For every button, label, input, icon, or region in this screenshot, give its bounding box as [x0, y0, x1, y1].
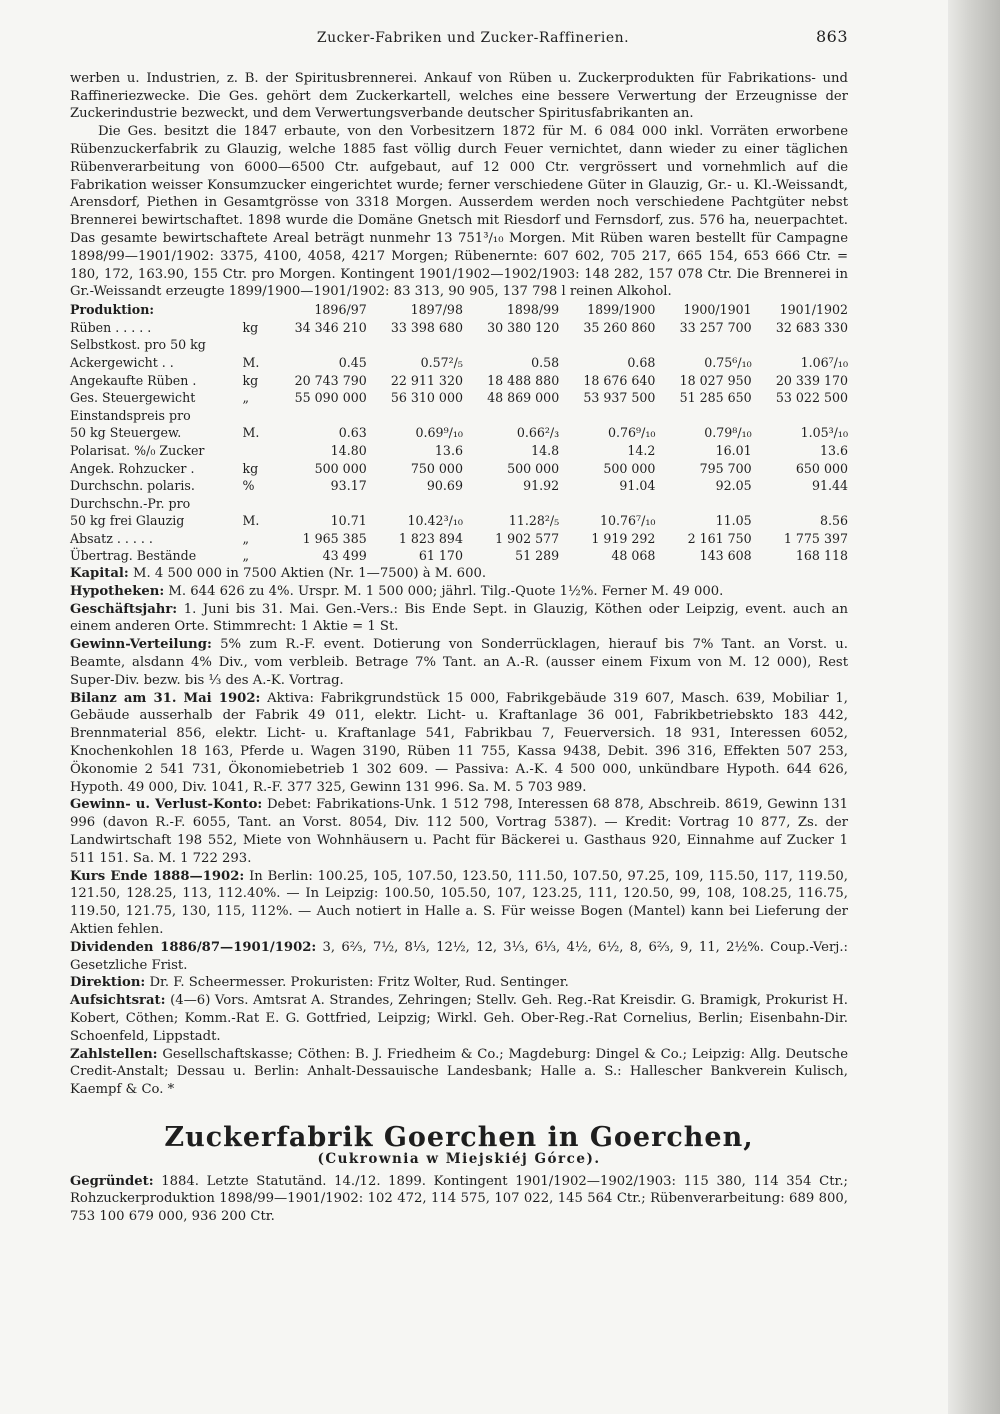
production-row [70, 512, 848, 530]
row-value: 43 499 [322, 548, 367, 564]
row-value [463, 495, 559, 513]
row-value: 1 902 577 [495, 530, 560, 546]
row-unit: kg [242, 460, 259, 476]
row-value: 650 000 [795, 460, 848, 476]
founded-key: Gegründet: [70, 1173, 154, 1189]
row-label: Angekaufte Rüben . [70, 372, 197, 388]
row-value: 55 090 000 [294, 390, 367, 406]
row-unit [242, 495, 270, 513]
row-value: 20 743 790 [294, 372, 367, 388]
production-row [70, 530, 848, 548]
running-title: Zucker-Fabriken und Zucker-Raffinerien. [316, 30, 630, 46]
intro-paragraph-1: werben u. Industrien, z. B. der Spiritusbrennerei. Ankauf von Rüben u. Zuckerprodukten für Fabrikations- und Raffineriezwecke. Die Ges. gehört dem Zuckerkartell, welches eine bessere Verwertung der Erzeugnisse der Zuckerindustrie bezweckt, und dem Verwertungsverbande deutscher Spiritusfabrikanten an. [70, 70, 848, 122]
row-value: 22 911 320 [390, 372, 463, 388]
entry-key: Aufsichtsrat: [70, 993, 166, 1009]
next-company-subtitle: (Cukrownia w Miejskiéj Górce). [317, 1150, 601, 1167]
row-value [271, 495, 367, 513]
row-value [463, 336, 559, 354]
year-header: 1898/99 [506, 302, 560, 318]
row-unit [242, 336, 270, 354]
production-row [70, 547, 848, 565]
entry-key: Dividenden 1886/87—1901/1902: [70, 939, 317, 955]
production-row [70, 460, 848, 478]
founded-text: 1884. Letzte Statutänd. 14./12. 1899. Kontingent 1901/1902—1902/1903: 115 380, 114 354 Ctr.; Rohzuckerproduktion 1898/99—1901/1902: 102 472, 114 575, 107 022, 145 564 Ctr.; Rübenverarbeitung: 689 800, 753 100 679 000, 936 200 Ctr. [70, 1173, 848, 1225]
entry-text: (4—6) Vors. Amtsrat A. Strandes, Zehringen; Stellv. Geh. Reg.-Rat Kreisdir. G. Bramigk, Prokurist H. Kobert, Cöthen; Komm.-Rat E. G. Gottfried, Leipzig; Wirkl. Geh. Ober-Reg.-Rat Cornelius, Berlin; Eisenbahn-Dir. Schoenfeld, Lippstadt. [70, 993, 848, 1044]
row-value: 13.6 [819, 442, 848, 458]
row-value: 2 161 750 [687, 530, 752, 546]
row-value: 32 683 330 [775, 319, 848, 335]
row-value: 500 000 [603, 460, 656, 476]
production-header-row [70, 301, 848, 319]
row-label: Übertrag. Bestände [70, 548, 197, 564]
row-value: 795 700 [699, 460, 752, 476]
row-value: 143 608 [699, 548, 752, 564]
row-value: 1 919 292 [591, 530, 656, 546]
production-row [70, 477, 848, 495]
row-value [655, 407, 751, 425]
row-value: 0.76⁹/₁₀ [608, 425, 656, 441]
row-label: Polarisat. %/₀ Zucker [70, 442, 205, 458]
row-value: 10.76⁷/₁₀ [599, 513, 656, 529]
intro-paragraph-2: Die Ges. besitzt die 1847 erbaute, von den Vorbesitzern 1872 für M. 6 084 000 inkl. Vorräten erworbene Rübenzuckerfabrik zu Glauzig, welche 1885 fast völlig durch Feuer vernichtet, dann wieder zu einer täglichen Rübenverarbeitung von 6000—6500 Ctr. aufgebaut, auf 12 000 Ctr. vergrössert und vornehmlich auf die Fabrikation weisser Konsumzucker eingerichtet wurde; ferner verschiedene Güter in Glauzig, Gr.- u. Kl.-Weissandt, Arensdorf, Piethen in Gesamtgrösse von 3318 Morgen. Ausserdem werden noch verschiedene Pachtgüter nebst Brennerei bewirtschaftet. 1898 wurde die Domäne Gnetsch mit Riesdorf und Fernsdorf, zus. 576 ha, neuerpachtet. Das gesamte bewirtschaftete Areal beträgt nunmehr 13 751³/₁₀ Morgen. Mit Rüben waren bestellt für Campagne 1898/99—1901/1902: 3375, 4100, 4058, 4217 Morgen; Rübenernte: 607 602, 705 217, 665 154, 653 666 Ctr. = 180, 172, 163.90, 155 Ctr. pro Morgen. Kontingent 1901/1902—1902/1903: 148 282, 157 078 Ctr. Die Brennerei in Gr.-Weissandt erzeugte 1899/1900—1901/1902: 83 313, 90 905, 137 798 l reinen Alkohol. [70, 124, 848, 300]
row-unit: kg [242, 372, 259, 388]
row-unit: % [242, 478, 255, 494]
row-value: 0.63 [338, 425, 367, 441]
row-label: Absatz . . . . . [70, 530, 153, 546]
row-value: 0.68 [627, 354, 656, 370]
entry-paragraph [70, 796, 848, 867]
entry-text: M. 644 626 zu 4%. Urspr. M. 1 500 000; jährl. Tilg.-Quote 1½%. Ferner M. 49 000. [168, 583, 724, 599]
production-row [70, 407, 848, 425]
production-row [70, 495, 848, 513]
row-value [271, 407, 367, 425]
row-label: 50 kg frei Glauzig [70, 513, 185, 529]
row-value: 51 289 [515, 548, 560, 564]
row-label: Durchschn. polaris. [70, 478, 195, 494]
row-value [752, 407, 848, 425]
row-value: 0.79⁸/₁₀ [704, 425, 752, 441]
row-value: 1.06⁷/₁₀ [800, 354, 848, 370]
row-unit: M. [242, 354, 260, 370]
row-value [559, 407, 655, 425]
row-value [655, 336, 751, 354]
row-unit [242, 442, 270, 460]
production-row [70, 372, 848, 390]
entry-paragraph [70, 601, 848, 637]
entry-key: Kurs Ende 1888—1902: [70, 868, 245, 884]
row-value [271, 336, 367, 354]
year-header: 1901/1902 [779, 302, 848, 318]
row-value: 8.56 [819, 513, 848, 529]
row-value [559, 495, 655, 513]
row-value: 93.17 [330, 478, 367, 494]
row-value: 91.92 [523, 478, 560, 494]
entry-paragraph [70, 992, 848, 1045]
row-unit: „ [242, 530, 249, 546]
page-edge-shadow [948, 0, 1000, 1414]
row-value: 33 398 680 [390, 319, 463, 335]
row-value: 48 869 000 [487, 390, 560, 406]
row-value: 16.01 [715, 442, 752, 458]
entry-text: Debet: Fabrikations-Unk. 1 512 798, Interessen 68 878, Abschreib. 8619, Gewinn 131 996 (davon R.-F. 6055, Tant. an Vorst. 8054, Div. 112 500, Vortrag 5387). — Kredit: Vortrag 10 877, Zs. der Landwirtschaft 198 552, Miete von Wohnhäusern u. Pacht für Bäckerei u. Gasthaus 920, Einnahme auf Zucker 1 511 151. Sa. M. 1 722 293. [70, 797, 848, 866]
row-value: 14.2 [627, 442, 656, 458]
row-value: 18 488 880 [487, 372, 560, 388]
row-value [367, 495, 463, 513]
row-unit: „ [242, 390, 249, 406]
row-value: 500 000 [507, 460, 560, 476]
row-value [559, 336, 655, 354]
production-row [70, 319, 848, 337]
next-company-founded [70, 1173, 848, 1226]
row-value: 91.44 [811, 478, 848, 494]
row-unit: kg [242, 319, 259, 335]
entry-paragraph [70, 565, 848, 583]
row-value [367, 336, 463, 354]
entry-paragraph [70, 939, 848, 975]
row-label: Durchschn.-Pr. pro [70, 495, 191, 511]
entry-paragraph [70, 1046, 848, 1099]
running-header [70, 28, 848, 48]
row-value [752, 495, 848, 513]
row-value: 0.45 [338, 354, 367, 370]
row-value: 0.57²/₅ [420, 354, 463, 370]
entry-paragraph [70, 583, 848, 601]
production-row [70, 424, 848, 442]
document-page [70, 28, 848, 1226]
row-label: Angek. Rohzucker . [70, 460, 195, 476]
production-heading: Produktion: [70, 302, 154, 318]
row-unit [242, 407, 270, 425]
row-label: Einstandspreis pro [70, 407, 191, 423]
row-value: 1 965 385 [302, 530, 367, 546]
year-header: 1900/1901 [683, 302, 752, 318]
row-value: 34 346 210 [294, 319, 367, 335]
row-value: 500 000 [314, 460, 367, 476]
entry-key: Gewinn-Verteilung: [70, 637, 212, 653]
entry-text: 3, 6⅔, 7½, 8⅓, 12½, 12, 3⅓, 6⅓, 4½, 6½, 8, 6⅔, 9, 11, 2½%. Coup.-Verj.: Gesetzliche Frist. [70, 939, 848, 973]
row-value: 0.66²/₃ [516, 425, 560, 441]
row-label: Selbstkost. pro 50 kg [70, 337, 206, 353]
row-value: 10.71 [330, 513, 367, 529]
row-unit: M. [242, 425, 260, 441]
row-label: Ges. Steuergewicht [70, 390, 196, 406]
entry-key: Zahlstellen: [70, 1046, 158, 1062]
row-value: 53 022 500 [775, 390, 848, 406]
production-table [70, 301, 848, 565]
entry-text: 5% zum R.-F. event. Dotierung von Sonderrücklagen, hierauf bis 7% Tant. an Vorst. u. Beamte, alsdann 4% Div., vom verbleib. Betrage 7% Tant. an A.-R. (ausser einem Fixum von M. 12 000), Rest Super-Div. bezw. bis ⅓ des A.-K. Vortrag. [70, 637, 848, 688]
row-value: 1 775 397 [783, 530, 848, 546]
production-row [70, 389, 848, 407]
entry-text: M. 4 500 000 in 7500 Aktien (Nr. 1—7500) à M. 600. [132, 566, 487, 582]
row-value: 14.8 [531, 442, 560, 458]
row-label: Rüben . . . . . [70, 319, 152, 335]
row-value: 13.6 [434, 442, 463, 458]
row-value: 48 068 [611, 548, 656, 564]
row-value: 61 170 [418, 548, 463, 564]
production-row [70, 442, 848, 460]
row-unit: M. [242, 513, 260, 529]
row-value: 35 260 860 [583, 319, 656, 335]
entry-paragraph [70, 974, 848, 992]
entry-text: Gesellschaftskasse; Cöthen: B. J. Friedheim & Co.; Magdeburg: Dingel & Co.; Leipzig: Allg. Deutsche Credit-Anstalt; Dessau u. Berlin: Anhalt-Dessauische Landesbank; Halle a. S.: Hallescher Bankverein Kulisch, Kaempf & Co. * [70, 1046, 848, 1098]
entry-key: Hypotheken: [70, 583, 165, 599]
row-value: 56 310 000 [390, 390, 463, 406]
row-value: 90.69 [426, 478, 463, 494]
entry-key: Geschäftsjahr: [70, 601, 178, 617]
row-value: 0.75⁶/₁₀ [704, 354, 752, 370]
row-value: 18 676 640 [583, 372, 656, 388]
entry-text: In Berlin: 100.25, 105, 107.50, 123.50, 111.50, 107.50, 97.25, 109, 115.50, 117, 119.50, 121.50, 128.25, 113, 112.40%. — In Leipzig: 100.50, 105.50, 107, 123.25, 111, 120.50, 99, 108, 108.25, 116.75, 119.50, 121.75, 130, 115, 112%. — Auch notiert in Halle a. S. Für weisse Bogen (Mantel) kann bei Lieferung der Aktien fehlen. [70, 868, 848, 937]
row-value [655, 495, 751, 513]
row-value: 20 339 170 [775, 372, 848, 388]
row-value: 92.05 [715, 478, 752, 494]
row-value: 0.58 [531, 354, 560, 370]
row-value: 11.28²/₅ [508, 513, 560, 529]
row-value: 10.42³/₁₀ [407, 513, 463, 529]
year-header: 1899/1900 [587, 302, 656, 318]
row-label: 50 kg Steuergew. [70, 425, 182, 441]
row-value: 1 823 894 [398, 530, 463, 546]
production-row [70, 354, 848, 372]
row-value: 30 380 120 [487, 319, 560, 335]
row-value: 18 027 950 [679, 372, 752, 388]
entry-key: Bilanz am 31. Mai 1902: [70, 690, 261, 706]
row-unit: „ [242, 548, 249, 564]
production-row [70, 336, 848, 354]
next-company-title: Zuckerfabrik Goerchen in Goerchen, [164, 1121, 754, 1153]
row-value: 11.05 [715, 513, 752, 529]
entry-key: Kapital: [70, 566, 129, 582]
entry-paragraph [70, 868, 848, 939]
entry-key: Direktion: [70, 975, 146, 991]
row-value: 1.05³/₁₀ [800, 425, 848, 441]
year-header: 1897/98 [410, 302, 463, 318]
entry-text: Dr. F. Scheermesser. Prokuristen: Fritz Wolter, Rud. Sentinger. [149, 975, 569, 991]
entry-text: 1. Juni bis 31. Mai. Gen.-Vers.: Bis Ende Sept. in Glauzig, Köthen oder Leipzig, event. auch an einem anderen Orte. Stimmrecht: 1 Aktie = 1 St. [70, 601, 848, 635]
row-value: 750 000 [410, 460, 463, 476]
entry-paragraph [70, 690, 848, 797]
row-value: 91.04 [619, 478, 656, 494]
year-header: 1896/97 [314, 302, 367, 318]
row-value: 168 118 [795, 548, 848, 564]
entry-paragraph [70, 636, 848, 689]
page-number: 863 [815, 27, 848, 46]
row-value: 51 285 650 [679, 390, 752, 406]
row-value: 53 937 500 [583, 390, 656, 406]
row-value: 14.80 [330, 442, 367, 458]
row-value [367, 407, 463, 425]
row-label: Ackergewicht . . [70, 354, 174, 370]
entries-list [70, 565, 848, 1099]
row-value [463, 407, 559, 425]
entry-key: Gewinn- u. Verlust-Konto: [70, 797, 263, 813]
entry-text: Aktiva: Fabrikgrundstück 15 000, Fabrikgebäude 319 607, Masch. 639, Mobiliar 1, Gebäude ausserhalb der Fabrik 49 011, elektr. Licht- u. Kraftanlage 36 001, Fabrikbetriebskto 183 442, Brennmaterial 856, elektr. Licht- u. Kraftanlage 541, Fabrikbau 7, Feuerversich. 18 931, Interessen 6052, Knochenkohlen 18 163, Pferde u. Wagen 3190, Rüben 11 755, Kassa 9438, Debit. 396 316, Effekten 507 253, Ökonomie 2 541 731, Ökonomiebetrieb 1 302 609. — Passiva: A.-K. 4 500 000, unkündbare Hypoth. 644 626, Hypoth. 49 000, Div. 1041, R.-F. 377 325, Gewinn 131 996. Sa. M. 5 703 989. [70, 690, 848, 795]
row-value: 33 257 700 [679, 319, 752, 335]
row-value [752, 336, 848, 354]
row-value: 0.69⁹/₁₀ [415, 425, 463, 441]
